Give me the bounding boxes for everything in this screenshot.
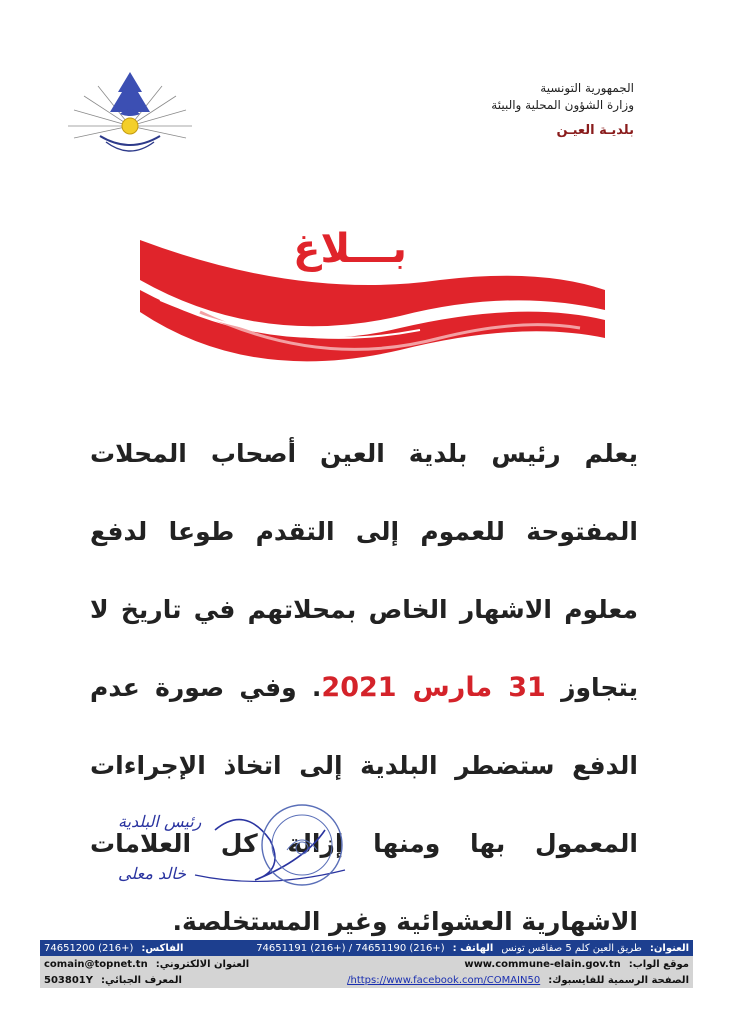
footer-row-1 (40, 940, 693, 956)
municipality-name: بلديـة العيـن (556, 123, 634, 138)
tax-id-value: 503801Y (44, 974, 93, 986)
address-label: العنوان: (649, 942, 689, 954)
municipality-logo-emblem (60, 68, 200, 168)
fax-label: الفاكس: (141, 942, 184, 954)
banner-title: بـــلاغ (293, 226, 407, 272)
tax-label: المعرف الجبائي: (101, 974, 182, 986)
official-stamp (257, 800, 347, 890)
ministry-name: وزارة الشؤون المحلية والبيئة (491, 98, 634, 112)
signature-name: خالد معلى (118, 864, 187, 883)
fax-value: (+216) 74651200 (44, 942, 134, 954)
website-link[interactable]: www.commune-elain.gov.tn (464, 958, 621, 970)
phone-value: (+216) 74651190 / (+216) 74651191 (256, 942, 445, 954)
deadline-date: 31 مارس 2021 (321, 672, 546, 703)
footer-row-3 (40, 972, 693, 988)
email-label: العنوان الالكتروني: (155, 958, 250, 970)
facebook-label: الصفحة الرسمية للفايسبوك: (548, 974, 689, 986)
country-name: الجمهورية التونسية (540, 81, 634, 95)
email-link[interactable]: comain@topnet.tn (44, 958, 148, 970)
phone-label: الهاتف : (452, 942, 494, 954)
contact-footer (40, 940, 693, 988)
footer-row-2 (40, 956, 693, 972)
government-header (374, 80, 634, 139)
signature-title: رئيس البلدية (118, 812, 202, 831)
notice-text-part2: . وفي صورة عدم الدفع ستضطر البلدية إلى اتخاذ الإجراءات المعمول بها ومنها إزالة كل العلامات الاشهارية العشوائية وغير المستخلصة. (90, 673, 638, 936)
notice-text-part1: يعلم رئيس بلدية العين أصحاب المحلات المفتوحة للعموم إلى التقدم طوعا لدفع معلوم الاشهار الخاص بمحلاتهم في تاريخ لا يتجاوز (90, 439, 638, 702)
facebook-link[interactable]: https://www.facebook.com/COMAIN50/ (347, 974, 541, 986)
website-label: موقع الواب: (628, 958, 689, 970)
address-value: طريق العين كلم 5 صفاقس تونس (501, 942, 642, 954)
